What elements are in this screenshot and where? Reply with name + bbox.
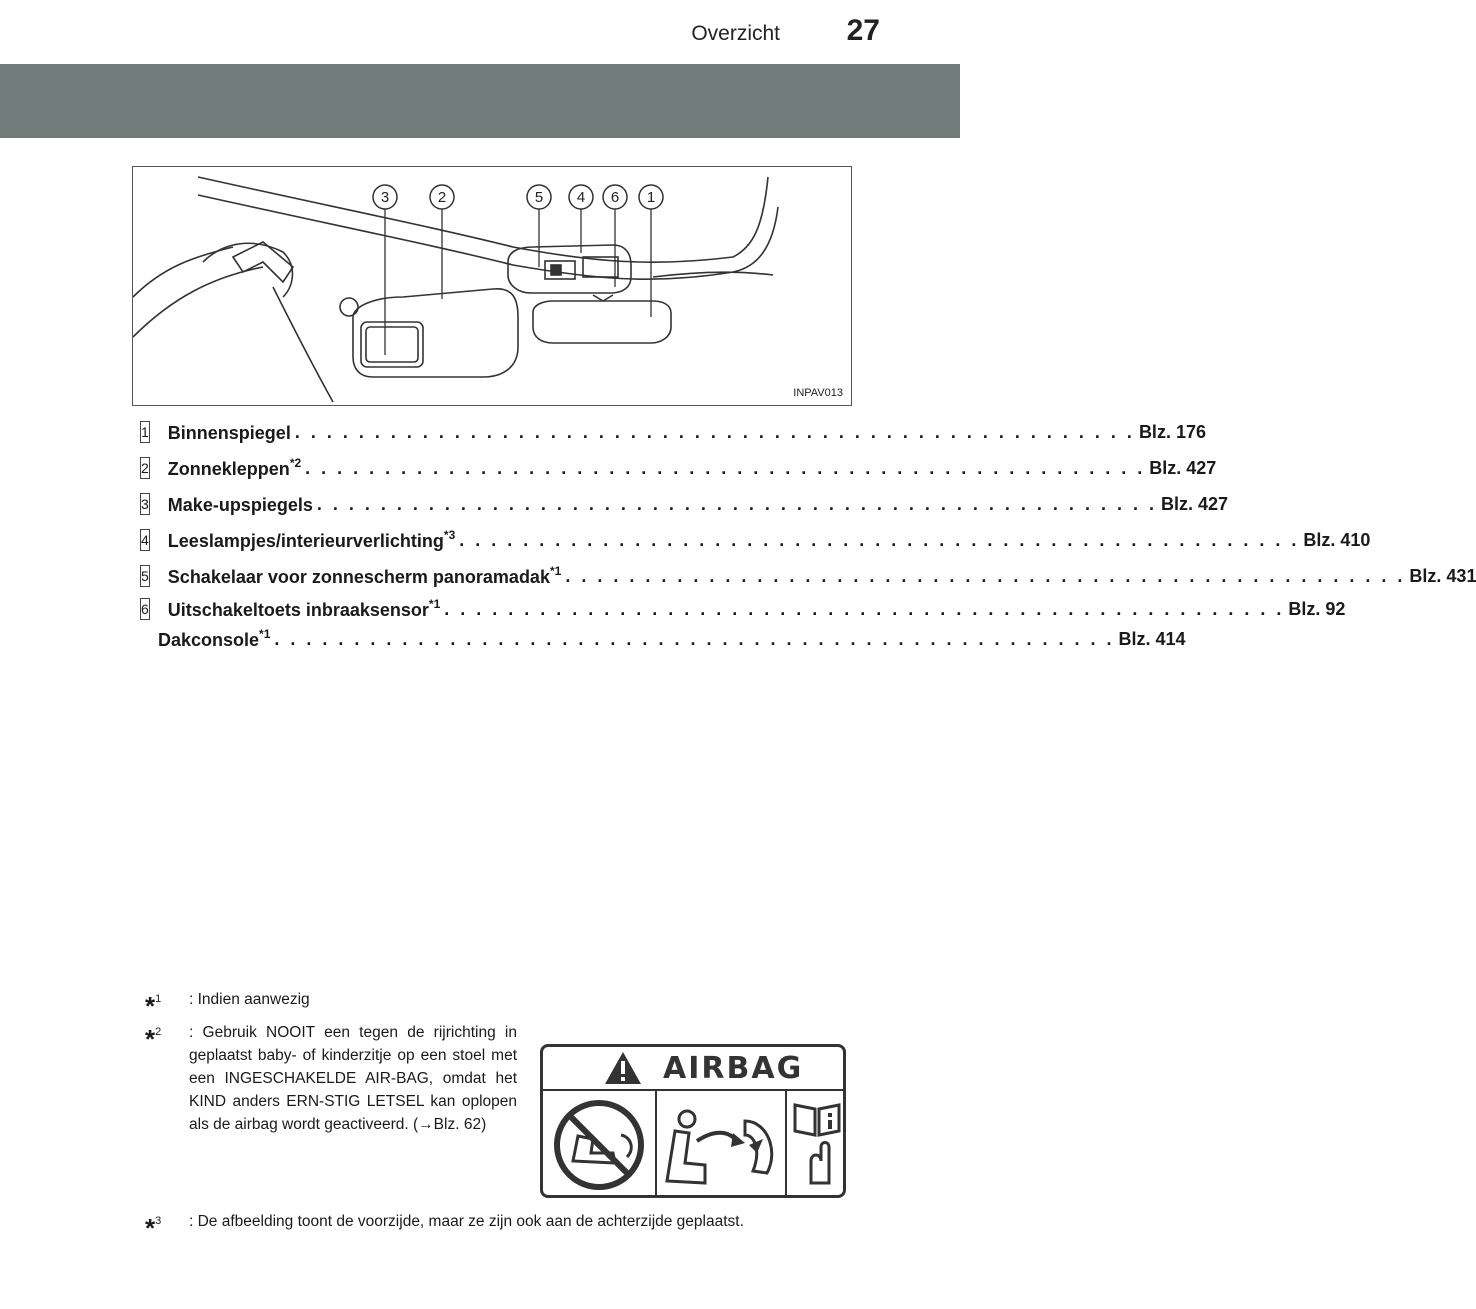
item-label: Dakconsole bbox=[158, 630, 260, 650]
list-item bbox=[140, 558, 1476, 594]
airbag-deploy-icon bbox=[657, 1091, 785, 1197]
item-page-ref[interactable]: Blz. 410 bbox=[1303, 529, 1371, 550]
section-title: Overzicht bbox=[691, 22, 780, 45]
leader-dots: . . . . . . . . . . . . . . . . . . . . . . . . . . . . . . . . . . . . . . . . . . . . . . . . . . . . . bbox=[565, 565, 1406, 586]
footnote: *$^3$ : De afbeelding toont de voorzijde, maar ze zijn ook aan de achterzijde geplaatst. bbox=[145, 1210, 865, 1233]
list-item bbox=[140, 594, 1346, 624]
figure-callouts bbox=[373, 185, 663, 209]
item-number: 3 bbox=[140, 493, 150, 515]
callout-label: 1 bbox=[646, 189, 656, 206]
item-label: Zonnekleppen bbox=[167, 459, 290, 479]
airbag-title: AIRBAG bbox=[663, 1051, 804, 1086]
footnote-number: 2 bbox=[155, 1026, 162, 1038]
item-label: Make-upspiegels bbox=[167, 495, 313, 515]
footnote-text: : Gebruik NOOIT een tegen de rijrichting in geplaatst baby- of kinderzitje op een stoel met een INGESCHAKELDE AIR-BAG, omdat het KIND anders ERN-STIG LETSEL kan oplopen als de airbag wordt geactiveerd. (→Blz. 62) bbox=[189, 1024, 517, 1133]
item-page-ref[interactable]: Blz. 176 bbox=[1138, 421, 1206, 442]
item-label: Binnenspiegel bbox=[167, 423, 291, 443]
item-list bbox=[140, 414, 1476, 654]
item-number: 6 bbox=[140, 598, 150, 620]
item-page-ref[interactable]: Blz. 92 bbox=[1288, 598, 1346, 619]
warning-triangle-icon bbox=[603, 1050, 643, 1086]
item-label: Uitschakeltoets inbraaksensor bbox=[167, 600, 429, 620]
item-label: Schakelaar voor zonnescherm panoramadak bbox=[167, 567, 550, 587]
item-ref: *3 bbox=[443, 528, 456, 542]
list-item bbox=[140, 522, 1371, 558]
prohibited-child-seat-icon bbox=[543, 1091, 655, 1197]
airbag-warning-label bbox=[540, 1044, 846, 1198]
footnote: *$^2$ : Gebruik NOOIT een tegen de rijrichting in geplaatst baby- of kinderzitje op een stoel met een INGESCHAKELDE AIR-BAG, omdat het KIND anders ERN-STIG LETSEL kan oplopen als de airbag wordt geactiveerd. (→Blz. 62) bbox=[145, 1021, 845, 1136]
leader-dots: . . . . . . . . . . . . . . . . . . . . . . . . . . . . . . . . . . . . . . . . . . . . . . . . . . . . . bbox=[459, 529, 1300, 550]
callout-label: 3 bbox=[380, 189, 390, 206]
figure-code: INPAV013 bbox=[793, 387, 843, 399]
read-manual-icon bbox=[787, 1091, 847, 1197]
list-item bbox=[140, 450, 1217, 486]
leader-dots: . . . . . . . . . . . . . . . . . . . . . . . . . . . . . . . . . . . . . . . . . . . . . . . . . . . . . bbox=[294, 421, 1135, 442]
headliner-illustration bbox=[133, 167, 851, 405]
item-number: 4 bbox=[140, 529, 150, 551]
callout-label: 5 bbox=[534, 189, 544, 206]
leader-dots: . . . . . . . . . . . . . . . . . . . . . . . . . . . . . . . . . . . . . . . . . . . . . . . . . . . . . bbox=[305, 457, 1146, 478]
item-ref: *1 bbox=[549, 564, 562, 578]
list-item bbox=[140, 624, 1186, 654]
footnote-number: 1 bbox=[155, 993, 162, 1005]
callout-label: 6 bbox=[610, 189, 620, 206]
page-number: 27 bbox=[846, 14, 880, 47]
footnote-text: : De afbeelding toont de voorzijde, maar ze zijn ook aan de achterzijde geplaatst. bbox=[189, 1213, 744, 1230]
item-page-ref[interactable]: Blz. 427 bbox=[1149, 457, 1217, 478]
item-ref: *1 bbox=[428, 597, 441, 611]
item-number: 1 bbox=[140, 421, 150, 443]
callout-label: 4 bbox=[576, 189, 586, 206]
header-band bbox=[0, 64, 960, 138]
page-header bbox=[0, 0, 960, 60]
no-rear-facing-seat-cell bbox=[543, 1091, 657, 1197]
airbag-label-header bbox=[543, 1047, 843, 1091]
item-number: 2 bbox=[140, 457, 150, 479]
leader-dots: . . . . . . . . . . . . . . . . . . . . . . . . . . . . . . . . . . . . . . . . . . . . . . . . . . . . . bbox=[444, 598, 1285, 619]
callout-label: 2 bbox=[437, 189, 447, 206]
list-item bbox=[140, 414, 1206, 450]
footnote: *$^1$ : Indien aanwezig bbox=[145, 988, 845, 1011]
item-page-ref[interactable]: Blz. 431 bbox=[1409, 565, 1476, 586]
leader-dots: . . . . . . . . . . . . . . . . . . . . . . . . . . . . . . . . . . . . . . . . . . . . . . . . . . . . . bbox=[274, 628, 1115, 649]
item-page-ref[interactable]: Blz. 414 bbox=[1118, 628, 1186, 649]
footnote-number: 3 bbox=[155, 1215, 162, 1227]
overhead-console-figure bbox=[132, 166, 852, 406]
list-item bbox=[140, 486, 1228, 522]
item-label: Leeslampjes/interieurverlichting bbox=[167, 531, 444, 551]
footnote-text: : Indien aanwezig bbox=[189, 991, 310, 1008]
leader-dots: . . . . . . . . . . . . . . . . . . . . . . . . . . . . . . . . . . . . . . . . . . . . . . . . . . . . . bbox=[316, 493, 1157, 514]
airbag-deploy-cell bbox=[657, 1091, 787, 1197]
item-page-ref[interactable]: Blz. 427 bbox=[1160, 493, 1228, 514]
item-number: 5 bbox=[140, 565, 150, 587]
read-manual-cell bbox=[787, 1091, 847, 1197]
item-ref: *1 bbox=[259, 627, 271, 641]
item-ref: *2 bbox=[289, 456, 302, 470]
